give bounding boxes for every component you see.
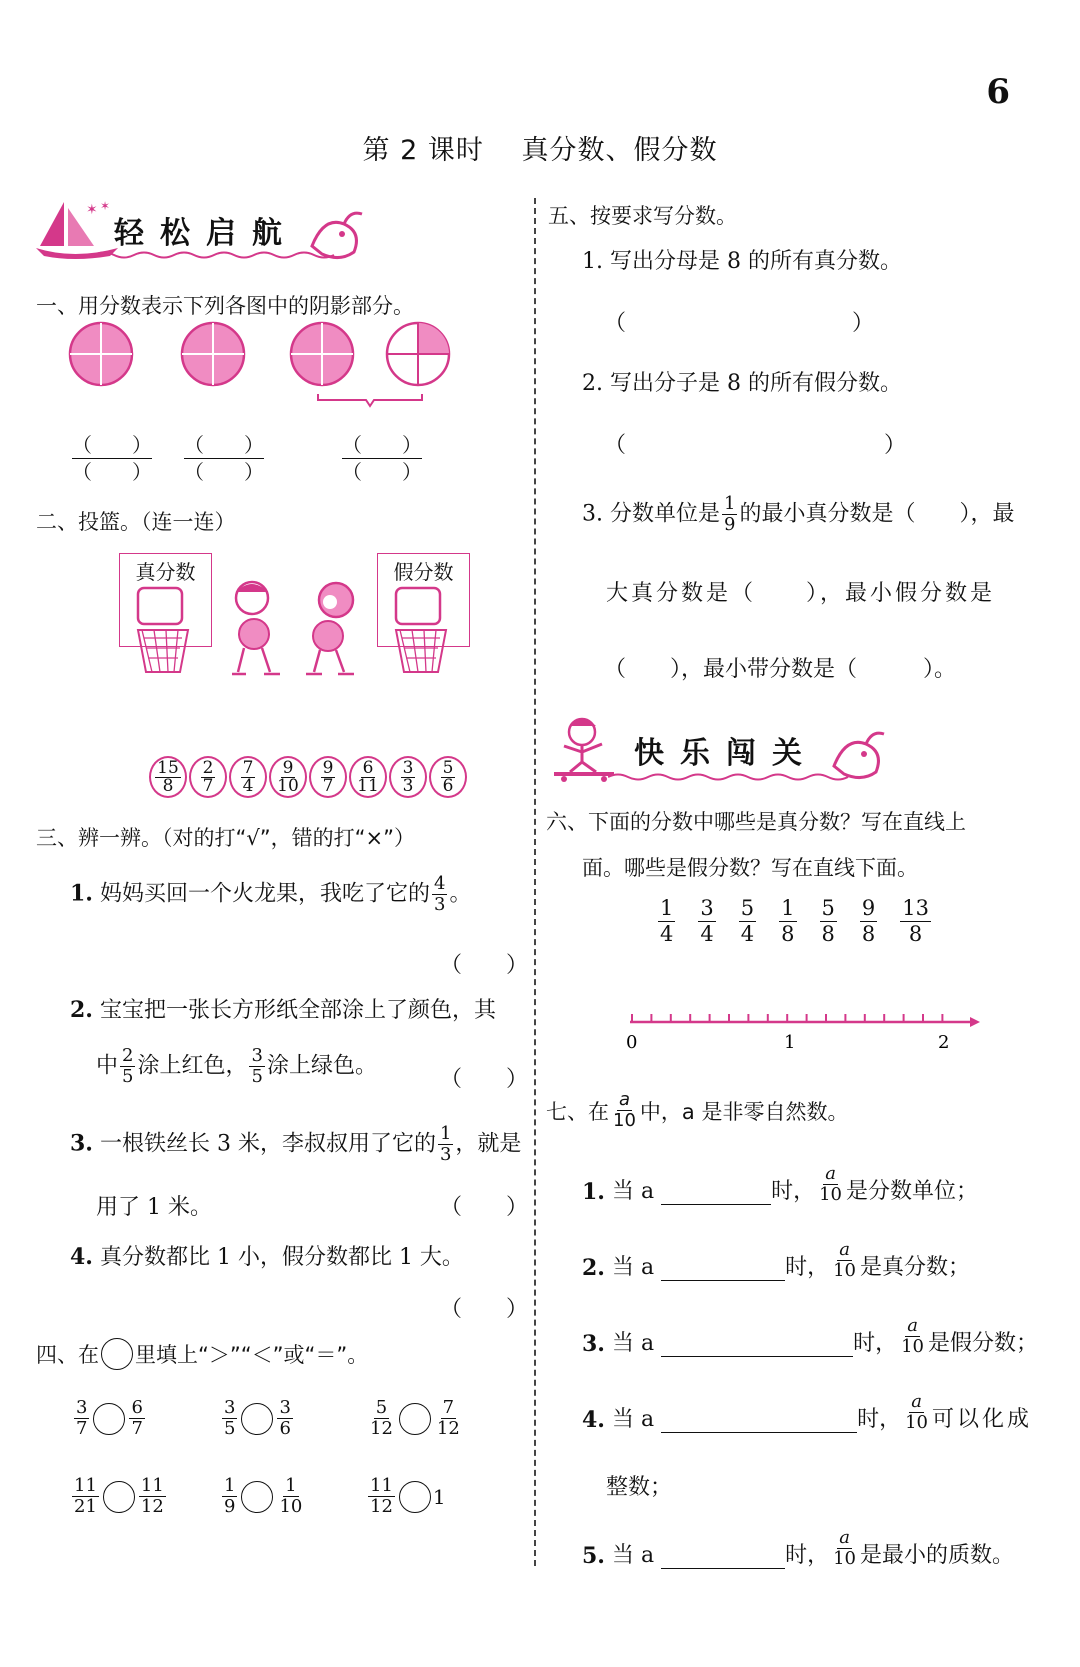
fraction-ball[interactable]: $\frac{6}{11}$ (349, 756, 387, 798)
answer-blank[interactable] (661, 1332, 853, 1357)
compare-item-3: $\frac{5}{12}$ $\frac{7}{12}$ (370, 1397, 460, 1439)
condition-item-2: 2. 当 a 时， $\frac{a}{10}$ 是真分数； (582, 1239, 971, 1281)
boy-player-icon (224, 578, 290, 678)
fraction-item: $\frac{9}{8}$ (861, 896, 876, 946)
compare-circle[interactable] (399, 1403, 431, 1435)
banner-underline (608, 772, 858, 782)
fraction-ball[interactable]: $\frac{9}{7}$ (309, 756, 347, 798)
write-answer-1[interactable]: （ ） (604, 311, 874, 336)
circle-symbol-icon (101, 1338, 133, 1370)
judge-question-2-line1: 2. 宝宝把一张长方形纸全部涂上了颜色，其 (70, 997, 496, 1023)
answer-blank[interactable] (661, 1256, 785, 1281)
judge-answer-2[interactable]: （ ） (440, 1067, 529, 1092)
svg-text:✶: ✶ (100, 199, 111, 213)
section-6-title-line1: 六、下面的分数中哪些是真分数？写在直线上 (546, 810, 966, 834)
fraction-item: $\frac{1}{8}$ (781, 896, 795, 946)
compare-item-5: $\frac{1}{9}$ $\frac{1}{10}$ (224, 1475, 303, 1517)
write-question-3-line3: （ ），最小带分数是（ ）。 (604, 657, 957, 682)
judge-answer-1[interactable]: （ ） (440, 953, 529, 978)
fraction-ball[interactable]: $\frac{3}{3}$ (389, 756, 427, 798)
compare-circle[interactable] (103, 1481, 135, 1513)
judge-question-3-line2: 用了 1 米。 (96, 1195, 212, 1220)
rooster-icon (304, 206, 370, 262)
svg-text:✶: ✶ (86, 202, 98, 218)
fraction-item: $\frac{1}{4}$ (660, 896, 674, 946)
section-1-title: 一、用分数表示下列各图中的阴影部分。 (36, 294, 414, 318)
banner-easy-start (34, 198, 374, 270)
fraction-item: $\frac{3}{4}$ (700, 896, 714, 946)
fraction-ball[interactable]: $\frac{15}{8}$ (149, 756, 187, 798)
answer-fraction-2[interactable]: （ ） （ ） (184, 433, 264, 484)
fraction-item: $\frac{13}{8}$ (902, 896, 929, 946)
number-line[interactable] (620, 1004, 980, 1054)
write-question-2: 2. 写出分子是 8 的所有假分数。 (582, 371, 902, 396)
compare-circle[interactable] (241, 1481, 273, 1513)
page-number: 6 (986, 72, 1010, 112)
judge-answer-4[interactable]: （ ） (440, 1297, 529, 1322)
judge-question-1: 1. 妈妈买回一个火龙果，我吃了它的 $\frac{4}{3}$ 。 (70, 873, 472, 915)
compare-item-2: $\frac{3}{5}$ $\frac{3}{6}$ (224, 1397, 291, 1439)
compare-item-6: $\frac{11}{12}$ 1 (370, 1475, 446, 1517)
condition-item-1: 1. 当 a 时， $\frac{a}{10}$ 是分数单位； (582, 1163, 979, 1205)
compare-item-4: $\frac{11}{21}$ $\frac{11}{12}$ (74, 1475, 164, 1517)
answer-fraction-3[interactable]: （ ） （ ） (342, 433, 422, 484)
judge-answer-3[interactable]: （ ） (440, 1195, 529, 1220)
answer-blank[interactable] (661, 1408, 857, 1433)
section-5-title: 五、按要求写分数。 (548, 204, 737, 228)
write-question-3-line2: 大真分数是（ ），最小假分数是 (606, 581, 996, 606)
section-4-title: 四、在 里填上“＞”“＜”或“＝”。 (36, 1338, 368, 1370)
condition-item-4: 4. 当 a 时， $\frac{a}{10}$ 可以化成 (582, 1391, 1033, 1433)
answer-blank[interactable] (661, 1544, 785, 1569)
compare-item-1: $\frac{3}{7}$ $\frac{6}{7}$ (76, 1397, 143, 1439)
condition-item-3: 3. 当 a 时， $\frac{a}{10}$ 是假分数； (582, 1315, 1039, 1357)
compare-circle[interactable] (241, 1403, 273, 1435)
fraction-ball[interactable]: $\frac{7}{4}$ (229, 756, 267, 798)
compare-circle[interactable] (399, 1481, 431, 1513)
fraction-ball[interactable]: $\frac{2}{7}$ (189, 756, 227, 798)
condition-item-4-line2: 整数； (606, 1475, 673, 1500)
judge-question-3-line1: 3. 一根铁丝长 3 米，李叔叔用了它的 $\frac{1}{3}$ ，就是 (70, 1123, 522, 1165)
fraction-balls (148, 756, 468, 798)
girl-player-icon (300, 578, 366, 678)
fraction-list (656, 896, 933, 947)
condition-item-5: 5. 当 a 时， $\frac{a}{10}$ 是最小的质数。 (582, 1527, 1015, 1569)
basketball-hoop-left-icon (134, 586, 198, 676)
answer-fraction-1[interactable]: （ ） （ ） (72, 433, 152, 484)
section-3-title: 三、辨一辨。（对的打“√”，错的打“×”） (36, 826, 415, 850)
banner-easy-start-text: 轻松启航 (114, 216, 298, 251)
banner-happy-challenge-text: 快乐闯关 (634, 736, 818, 771)
lesson-title: 第 2 课时 真分数、假分数 (362, 135, 718, 166)
shaded-circles-figure (66, 320, 466, 420)
basket-label-right: 假分数 (393, 560, 454, 584)
write-question-3-line1: 3. 分数单位是 $\frac{1}{9}$ 的最小真分数是（ ），最 (582, 493, 1015, 535)
fraction-ball[interactable]: $\frac{9}{10}$ (269, 756, 307, 798)
section-6-title-line2: 面。哪些是假分数？写在直线下面。 (582, 856, 918, 880)
basket-label-left: 真分数 (135, 560, 196, 584)
section-7-title: 七、在 $\frac{a}{10}$ 中，a 是非零自然数。 (546, 1089, 849, 1131)
axis-label-2: 2 (938, 1032, 950, 1053)
fraction-item: $\frac{5}{4}$ (740, 896, 755, 946)
write-answer-2[interactable]: （ ） (604, 433, 906, 458)
write-question-1: 1. 写出分母是 8 的所有真分数。 (582, 249, 902, 274)
compare-circle[interactable] (93, 1403, 125, 1435)
fraction-ball[interactable]: $\frac{5}{6}$ (429, 756, 467, 798)
banner-happy-challenge (548, 716, 898, 788)
basketball-hoop-right-icon (392, 586, 456, 676)
judge-question-4: 4. 真分数都比 1 小，假分数都比 1 大。 (70, 1244, 464, 1270)
column-divider (534, 198, 536, 1566)
answer-blank[interactable] (661, 1180, 771, 1205)
section-2-title: 二、投篮。（连一连） (36, 510, 236, 534)
rooster-icon (826, 726, 892, 782)
axis-label-1: 1 (784, 1032, 796, 1053)
judge-question-2-line2: 中 $\frac{2}{5}$ 涂上红色， $\frac{3}{5}$ 涂上绿色。 (96, 1045, 377, 1087)
axis-label-0: 0 (626, 1032, 638, 1053)
fraction-item: $\frac{5}{8}$ (821, 896, 835, 946)
